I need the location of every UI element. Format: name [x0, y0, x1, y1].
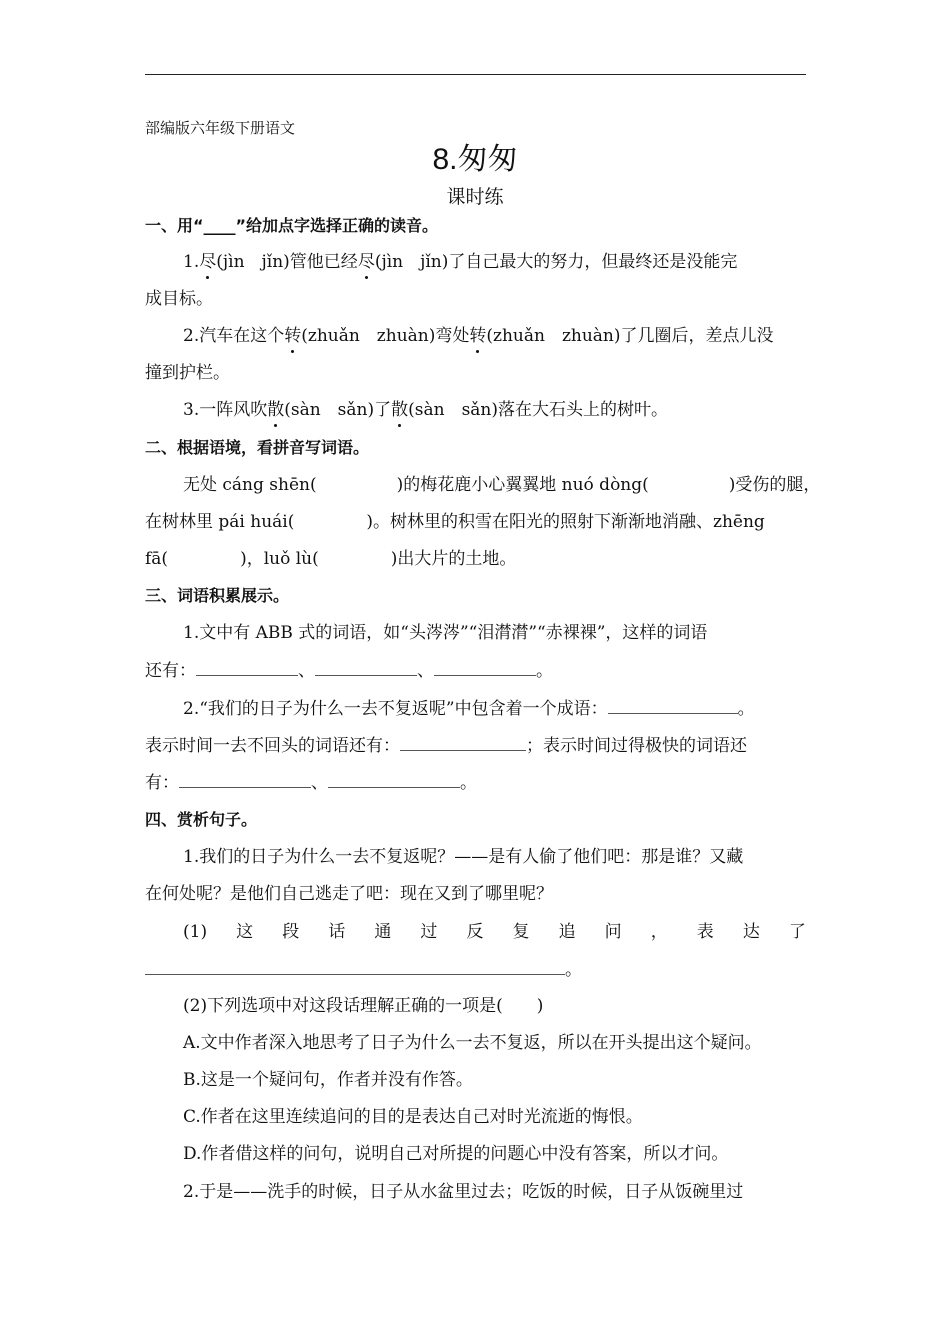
s4-question-1-cont: 在何处呢？是他们自己逃走了吧：现在又到了哪里呢？ — [145, 884, 553, 904]
dotted-char: 散 — [267, 400, 285, 420]
s1-question-3: 3.一阵风吹散(sàn sǎn)了散(sàn sǎn)落在大石头上的树叶。 — [183, 400, 669, 420]
s1-question-1: 1.尽(jìn jǐn)管他已经尽(jìn jǐn)了自己最大的努力，但最终还是没能完 — [183, 252, 738, 272]
answer-blank[interactable] — [608, 696, 738, 714]
answer-blank[interactable] — [315, 658, 417, 676]
option-b: B.这是一个疑问句，作者并没有作答。 — [183, 1070, 473, 1090]
answer-blank[interactable] — [196, 658, 298, 676]
option-d: D.作者借这样的问句，说明自己对所提的问题心中没有答案，所以才问。 — [183, 1144, 729, 1164]
s3-question-1: 1.文中有 ABB 式的词语，如“头涔涔”“泪潸潸”“赤裸裸”，这样的词语 — [183, 623, 708, 643]
section-2-heading: 二、根据语境，看拼音写词语。 — [145, 438, 370, 457]
dotted-char: 尽 — [199, 252, 217, 272]
answer-blank[interactable] — [400, 733, 526, 751]
s4-sub-question-2: (2)下列选项中对这段话理解正确的一项是( ) — [183, 996, 544, 1016]
s1-question-2: 2.汽车在这个转(zhuǎn zhuàn)弯处转(zhuǎn zhuàn)了几圈后，差点儿没 — [183, 326, 774, 346]
dotted-char: 转 — [469, 326, 487, 346]
section-1-heading: 一、用“____”给加点字选择正确的读音。 — [145, 216, 439, 235]
answer-blank[interactable] — [145, 957, 565, 975]
answer-blank[interactable] — [328, 770, 460, 788]
option-a: A.文中作者深入地思考了日子为什么一去不复返，所以在开头提出这个疑问。 — [183, 1033, 762, 1053]
section-3-heading: 三、词语积累展示。 — [145, 586, 290, 605]
s2-line-3: fā( )，luǒ lù( )出大片的土地。 — [145, 549, 517, 569]
s1-question-2-cont: 撞到护栏。 — [145, 363, 230, 383]
s4-question-1: 1.我们的日子为什么一去不复返呢？——是有人偷了他们吧：那是谁？又藏 — [183, 847, 744, 867]
answer-blank[interactable] — [179, 770, 311, 788]
s3-question-1-blanks: 还有： 、 、 。 — [145, 658, 806, 683]
section-4-heading: 四、赏析句子。 — [145, 810, 258, 829]
lesson-title: 8.匆匆 — [432, 143, 518, 176]
s3-question-2-cont: 表示时间一去不回头的词语还有： ；表示时间过得极快的词语还 — [145, 733, 806, 758]
lesson-subtitle: 课时练 — [446, 186, 504, 208]
option-c: C.作者在这里连续追问的目的是表达自己对时光流逝的悔恨。 — [183, 1107, 643, 1127]
dotted-char: 散 — [391, 400, 409, 420]
s4-sub-question-1-blank: 。 — [145, 957, 806, 982]
header-rule — [145, 74, 806, 75]
dotted-char: 转 — [284, 326, 302, 346]
s2-line-2: 在树林里 pái huái( )。树林里的积雪在阳光的照射下渐渐地消融、zhēng — [145, 512, 765, 532]
s4-question-2: 2.于是——洗手的时候，日子从水盆里过去；吃饭的时候，日子从饭碗里过 — [183, 1182, 744, 1202]
s3-question-2-cont2: 有： 、 。 — [145, 770, 806, 795]
s1-question-1-cont: 成目标。 — [145, 289, 213, 309]
dotted-char: 尽 — [357, 252, 375, 272]
s4-sub-question-1: (1) 这 段 话 通 过 反 复 追 问 ， 表 达 了 — [183, 922, 806, 942]
s3-question-2: 2.“我们的日子为什么一去不复返呢”中包含着一个成语： 。 — [183, 696, 806, 721]
answer-blank[interactable] — [434, 658, 536, 676]
s2-line-1: 无处 cáng shēn( )的梅花鹿小心翼翼地 nuó dòng( )受伤的腿， — [183, 475, 821, 495]
grade-subject-header: 部编版六年级下册语文 — [145, 119, 296, 137]
